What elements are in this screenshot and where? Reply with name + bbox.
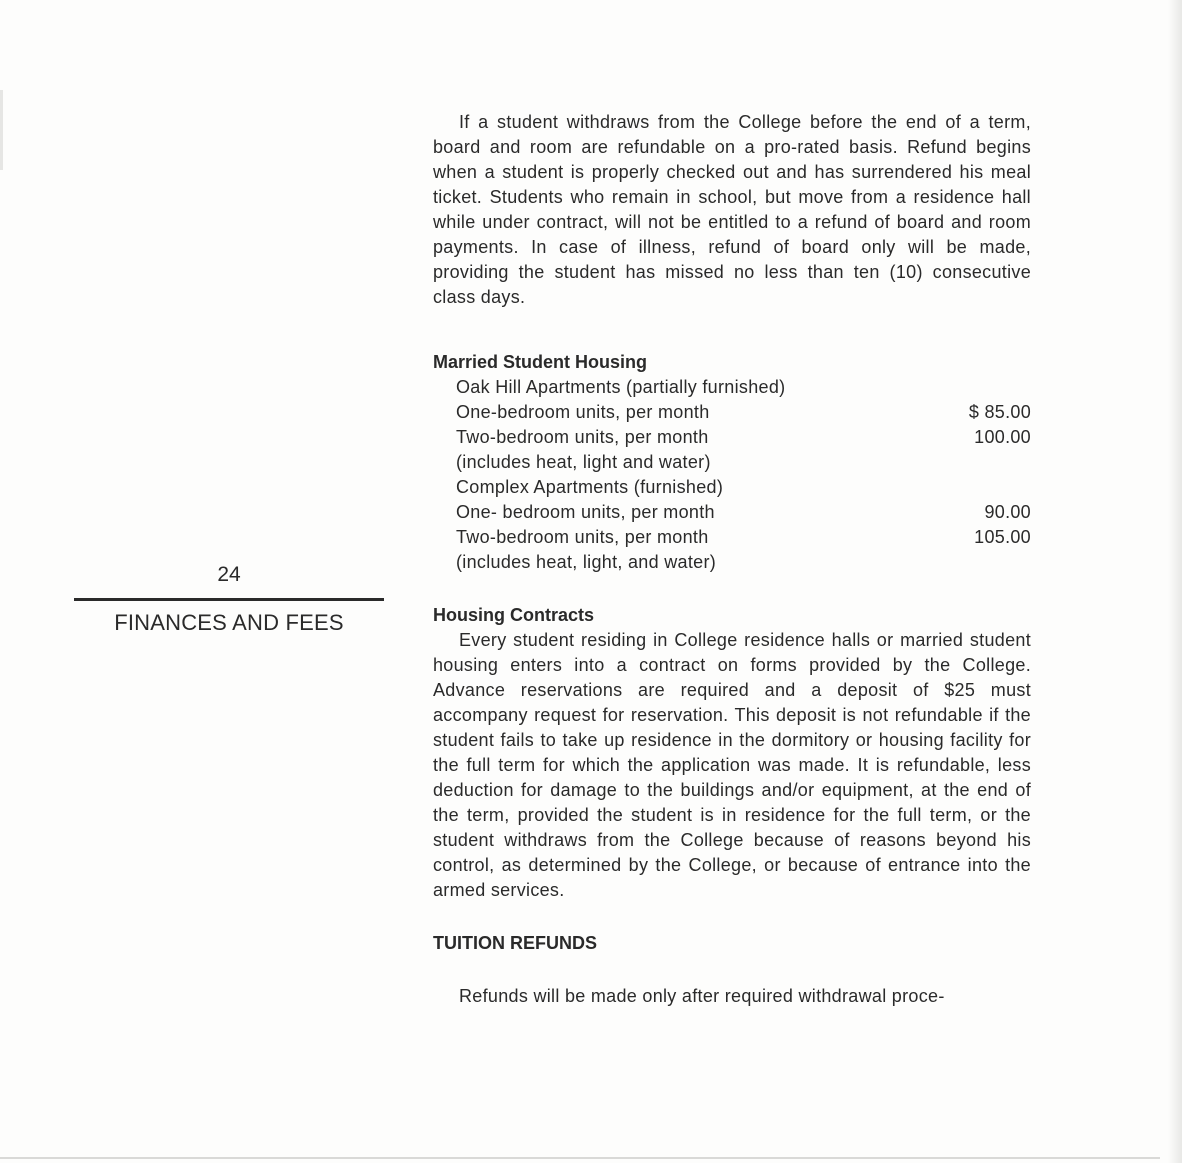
housing-contracts-paragraph: Every student residing in College residence halls or married student housing enters into a contract on forms provided by the College. Advance reservations are required and a deposit of $25 must accompany request for reservation. This deposit is not refundable if the student fails to take up residence in the dormitory or housing facility for the full term for which the application was made. It is refundable, less deduction for damage to the buildings and/or equipment, at the end of the term, provided the student is in residence for the full term, or the student withdraws from the College because of reasons beyond his control, as determined by the College, or because of entrance into the armed services.: [433, 630, 1031, 900]
tuition-refunds-heading: TUITION REFUNDS: [433, 933, 597, 953]
rate-row: [456, 425, 1031, 450]
rate-label: Two-bedroom units, per month: [456, 527, 709, 547]
rate-amount: $ 85.00: [968, 402, 1031, 422]
rate-label: (includes heat, light and water): [456, 452, 711, 472]
married-housing-heading: Married Student Housing: [433, 352, 648, 372]
rate-label: Oak Hill Apartments (partially furnished): [456, 377, 786, 397]
rate-row: [456, 500, 1031, 525]
rate-row: [456, 450, 1031, 475]
rate-amount: 90.00: [984, 502, 1031, 522]
side-label: [74, 560, 384, 637]
rate-row: [456, 400, 1031, 425]
housing-contracts-heading: Housing Contracts: [433, 605, 595, 625]
main-text-column: [433, 110, 1031, 1009]
intro-paragraph: If a student withdraws from the College before the end of a term, board and room are refundable on a pro-rated basis. Refund begins when a student is properly checked out and has surrendered his meal ticket. Students who remain in school, but move from a residence hall while under contract, will not be entitled to a refund of board and room payments. In case of illness, refund of board only will be made, providing the student has missed no less than ten (10) consecutive class days.: [433, 112, 1031, 307]
rate-row: [456, 525, 1031, 550]
rate-row: [456, 475, 1031, 500]
rate-label: (includes heat, light, and water): [456, 552, 717, 572]
rate-amount: 105.00: [974, 527, 1031, 547]
tuition-refunds-paragraph: Refunds will be made only after required withdrawal proce-: [459, 986, 945, 1006]
rate-amount: 100.00: [974, 427, 1031, 447]
rate-row: [456, 375, 1031, 400]
section-title: FINANCES AND FEES: [114, 610, 344, 635]
rate-row: [456, 550, 1031, 575]
rate-label: One-bedroom units, per month: [456, 402, 710, 422]
scan-edge-mark: [0, 90, 3, 170]
housing-rates-list: [456, 375, 1031, 575]
rate-label: Two-bedroom units, per month: [456, 427, 709, 447]
page-edge-shadow: [1168, 0, 1182, 1163]
scan-bottom-line: [0, 1157, 1160, 1159]
rate-label: One- bedroom units, per month: [456, 502, 715, 522]
rate-label: Complex Apartments (furnished): [456, 477, 724, 497]
side-rule: [74, 598, 384, 601]
page-number: 24: [217, 563, 241, 586]
